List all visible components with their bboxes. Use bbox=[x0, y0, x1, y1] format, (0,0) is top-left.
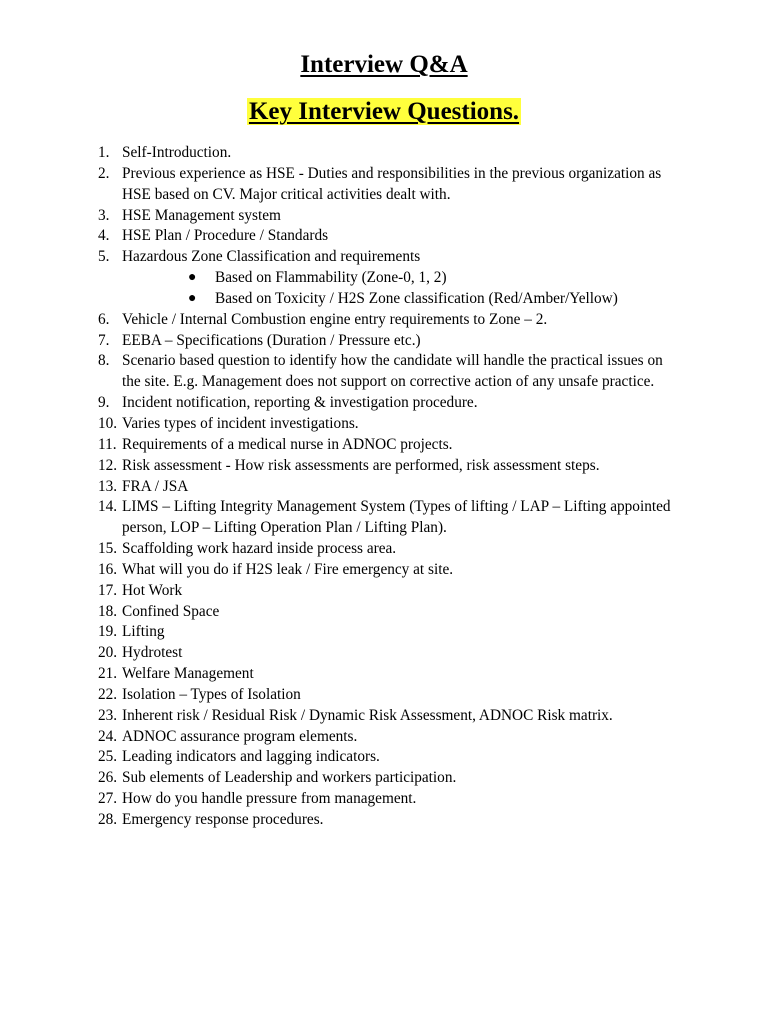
list-item bbox=[0, 560, 768, 581]
list-item bbox=[0, 643, 768, 664]
item-number: 24. bbox=[98, 727, 118, 745]
list-item bbox=[0, 143, 768, 164]
item-number: 4. bbox=[98, 227, 110, 245]
item-text: What will you do if H2S leak / Fire emergency at site. bbox=[122, 560, 454, 578]
item-number: 16. bbox=[98, 560, 118, 578]
item-text: Incident notification, reporting & investigation procedure. bbox=[122, 394, 478, 412]
item-number: 18. bbox=[98, 602, 118, 620]
item-number: 13. bbox=[98, 477, 118, 495]
item-number: 14. bbox=[98, 498, 118, 516]
item-text: Risk assessment - How risk assessments are performed, risk assessment steps. bbox=[122, 456, 600, 474]
list-item bbox=[0, 414, 768, 435]
item-text: Scenario based question to identify how the candidate will handle the practical issues on the site. E.g. Management does not support on corrective action of any unsafe practice. bbox=[122, 352, 663, 391]
sub-list-item bbox=[0, 268, 768, 289]
list-item bbox=[0, 768, 768, 789]
item-text: Isolation – Types of Isolation bbox=[122, 685, 301, 703]
item-number: 20. bbox=[98, 644, 118, 662]
item-text: LIMS – Lifting Integrity Management System (Types of lifting / LAP – Lifting appointed person, LOP – Lifting Operation Plan / Lifting Plan). bbox=[122, 498, 671, 537]
item-text: Vehicle / Internal Combustion engine entry requirements to Zone – 2. bbox=[122, 310, 548, 328]
item-number: 25. bbox=[98, 748, 118, 766]
item-number: 5. bbox=[98, 248, 110, 266]
item-text: FRA / JSA bbox=[122, 477, 189, 495]
item-text: Previous experience as HSE - Duties and responsibilities in the previous organization as HSE based on CV. Major critical activities dealt with. bbox=[122, 164, 662, 203]
item-number: 27. bbox=[98, 790, 118, 808]
list-item bbox=[0, 456, 768, 477]
list-item bbox=[0, 164, 768, 206]
list-item bbox=[0, 622, 768, 643]
item-text: Sub elements of Leadership and workers participation. bbox=[122, 769, 457, 787]
item-text: Varies types of incident investigations. bbox=[122, 414, 359, 432]
item-number: 22. bbox=[98, 685, 118, 703]
list-item bbox=[0, 497, 768, 539]
item-text: Self-Introduction. bbox=[122, 144, 232, 161]
item-number: 15. bbox=[98, 540, 118, 558]
sub-list-item bbox=[0, 289, 768, 310]
list-item bbox=[0, 331, 768, 352]
list-item bbox=[0, 685, 768, 706]
item-text: Scaffolding work hazard inside process area. bbox=[122, 540, 397, 558]
item-number: 26. bbox=[98, 769, 118, 787]
item-text: Inherent risk / Residual Risk / Dynamic Risk Assessment, ADNOC Risk matrix. bbox=[122, 706, 613, 724]
list-item bbox=[0, 435, 768, 456]
item-number: 9. bbox=[98, 394, 110, 412]
list-item bbox=[0, 393, 768, 414]
item-text: How do you handle pressure from management. bbox=[122, 790, 417, 808]
item-text: HSE Management system bbox=[122, 206, 281, 224]
item-text: Leading indicators and lagging indicators. bbox=[122, 748, 380, 766]
list-item bbox=[0, 351, 768, 393]
item-number: 28. bbox=[98, 811, 118, 828]
item-text: Welfare Management bbox=[122, 665, 254, 683]
item-text: Requirements of a medical nurse in ADNOC projects. bbox=[122, 435, 453, 453]
bullet-icon: ● bbox=[188, 290, 197, 306]
item-number: 3. bbox=[98, 206, 110, 224]
list-item bbox=[0, 602, 768, 623]
item-text: Confined Space bbox=[122, 602, 220, 620]
item-number: 10. bbox=[98, 414, 118, 432]
list-item bbox=[0, 206, 768, 227]
bullet-icon: ● bbox=[188, 270, 197, 286]
item-number: 6. bbox=[98, 310, 110, 328]
item-text: Lifting bbox=[122, 623, 165, 641]
list-item bbox=[0, 747, 768, 768]
item-text: ADNOC assurance program elements. bbox=[122, 727, 358, 745]
item-number: 21. bbox=[98, 665, 118, 683]
document-subtitle: Key Interview Questions. bbox=[248, 98, 520, 125]
list-item bbox=[0, 310, 768, 331]
document-title: Interview Q&A bbox=[300, 51, 468, 78]
item-text: Hazardous Zone Classification and requirements bbox=[122, 248, 421, 266]
list-item bbox=[0, 477, 768, 498]
item-number: 8. bbox=[98, 352, 110, 370]
sub-item-text: Based on Toxicity / H2S Zone classification (Red/Amber/Yellow) bbox=[215, 289, 618, 307]
item-number: 1. bbox=[98, 144, 110, 161]
item-number: 12. bbox=[98, 456, 118, 474]
item-text: Hot Work bbox=[122, 581, 183, 599]
item-number: 2. bbox=[98, 164, 110, 182]
question-list bbox=[0, 143, 768, 831]
item-number: 7. bbox=[98, 331, 110, 349]
list-item bbox=[0, 810, 768, 831]
item-number: 23. bbox=[98, 706, 118, 724]
item-text: HSE Plan / Procedure / Standards bbox=[122, 227, 329, 245]
item-text: Emergency response procedures. bbox=[122, 811, 324, 828]
list-item bbox=[0, 247, 768, 268]
list-item bbox=[0, 789, 768, 810]
item-number: 19. bbox=[98, 623, 118, 641]
item-number: 11. bbox=[98, 435, 117, 453]
list-item bbox=[0, 706, 768, 727]
list-item bbox=[0, 727, 768, 748]
sub-item-text: Based on Flammability (Zone-0, 1, 2) bbox=[215, 269, 447, 287]
list-item bbox=[0, 664, 768, 685]
list-item bbox=[0, 539, 768, 560]
item-number: 17. bbox=[98, 581, 118, 599]
item-text: EEBA – Specifications (Duration / Pressure etc.) bbox=[122, 331, 421, 349]
list-item bbox=[0, 226, 768, 247]
item-text: Hydrotest bbox=[122, 644, 183, 662]
list-item bbox=[0, 581, 768, 602]
